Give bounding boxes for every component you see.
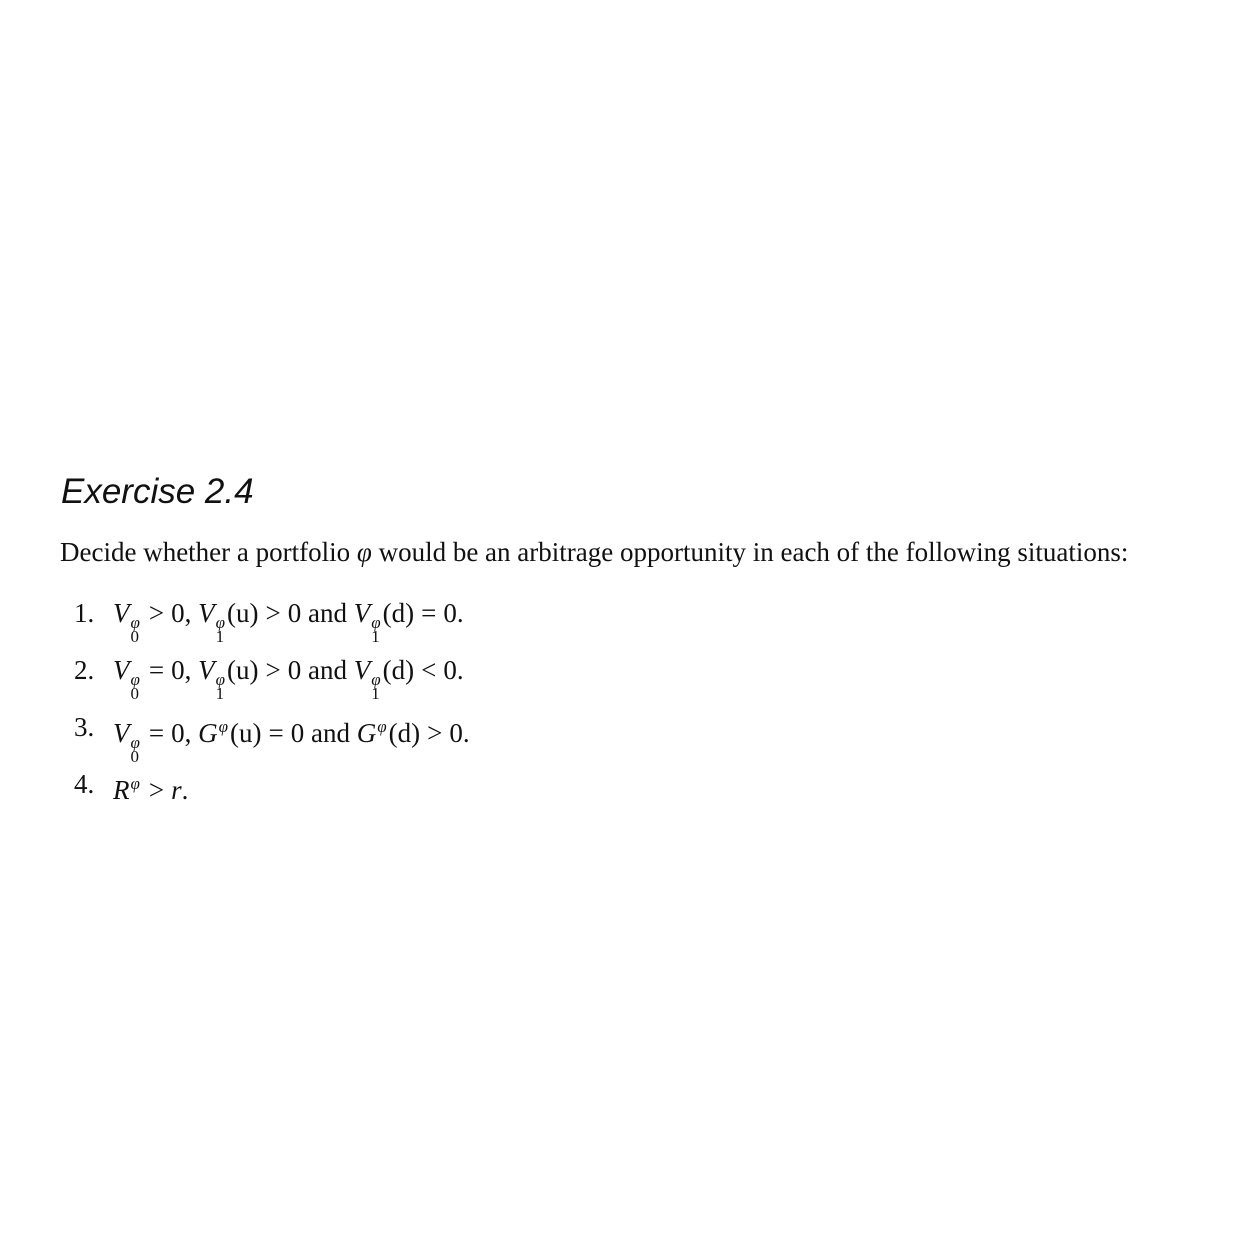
item-formula: $R^\varphi > r$. <box>113 774 189 805</box>
item-number: 2. <box>74 655 95 685</box>
list-item <box>74 594 470 651</box>
exercise-title: Exercise 2.4 <box>61 472 254 511</box>
exercise-intro: Decide whether a portfolio φ would be an arbitrage opportunity in each of the following situations: <box>60 537 1129 567</box>
list-item <box>74 765 470 822</box>
list-item <box>74 651 470 708</box>
phi-symbol: φ <box>356 537 372 567</box>
item-number: 3. <box>74 712 95 742</box>
item-number: 4. <box>74 769 95 799</box>
item-formula: V φ 0 = 0, $G^\varphi(u) = 0$ and $G^\varphi(d) > 0$. <box>113 717 470 766</box>
situation-list <box>74 594 470 822</box>
item-formula: V φ 0 > 0, V φ 1 (u) > 0 and V φ 1 (d) = 0. <box>113 598 464 646</box>
item-formula: V φ 0 = 0, V φ 1 (u) > 0 and V φ 1 (d) < 0. <box>113 655 464 703</box>
item-number: 1. <box>74 598 95 628</box>
list-item <box>74 708 470 765</box>
